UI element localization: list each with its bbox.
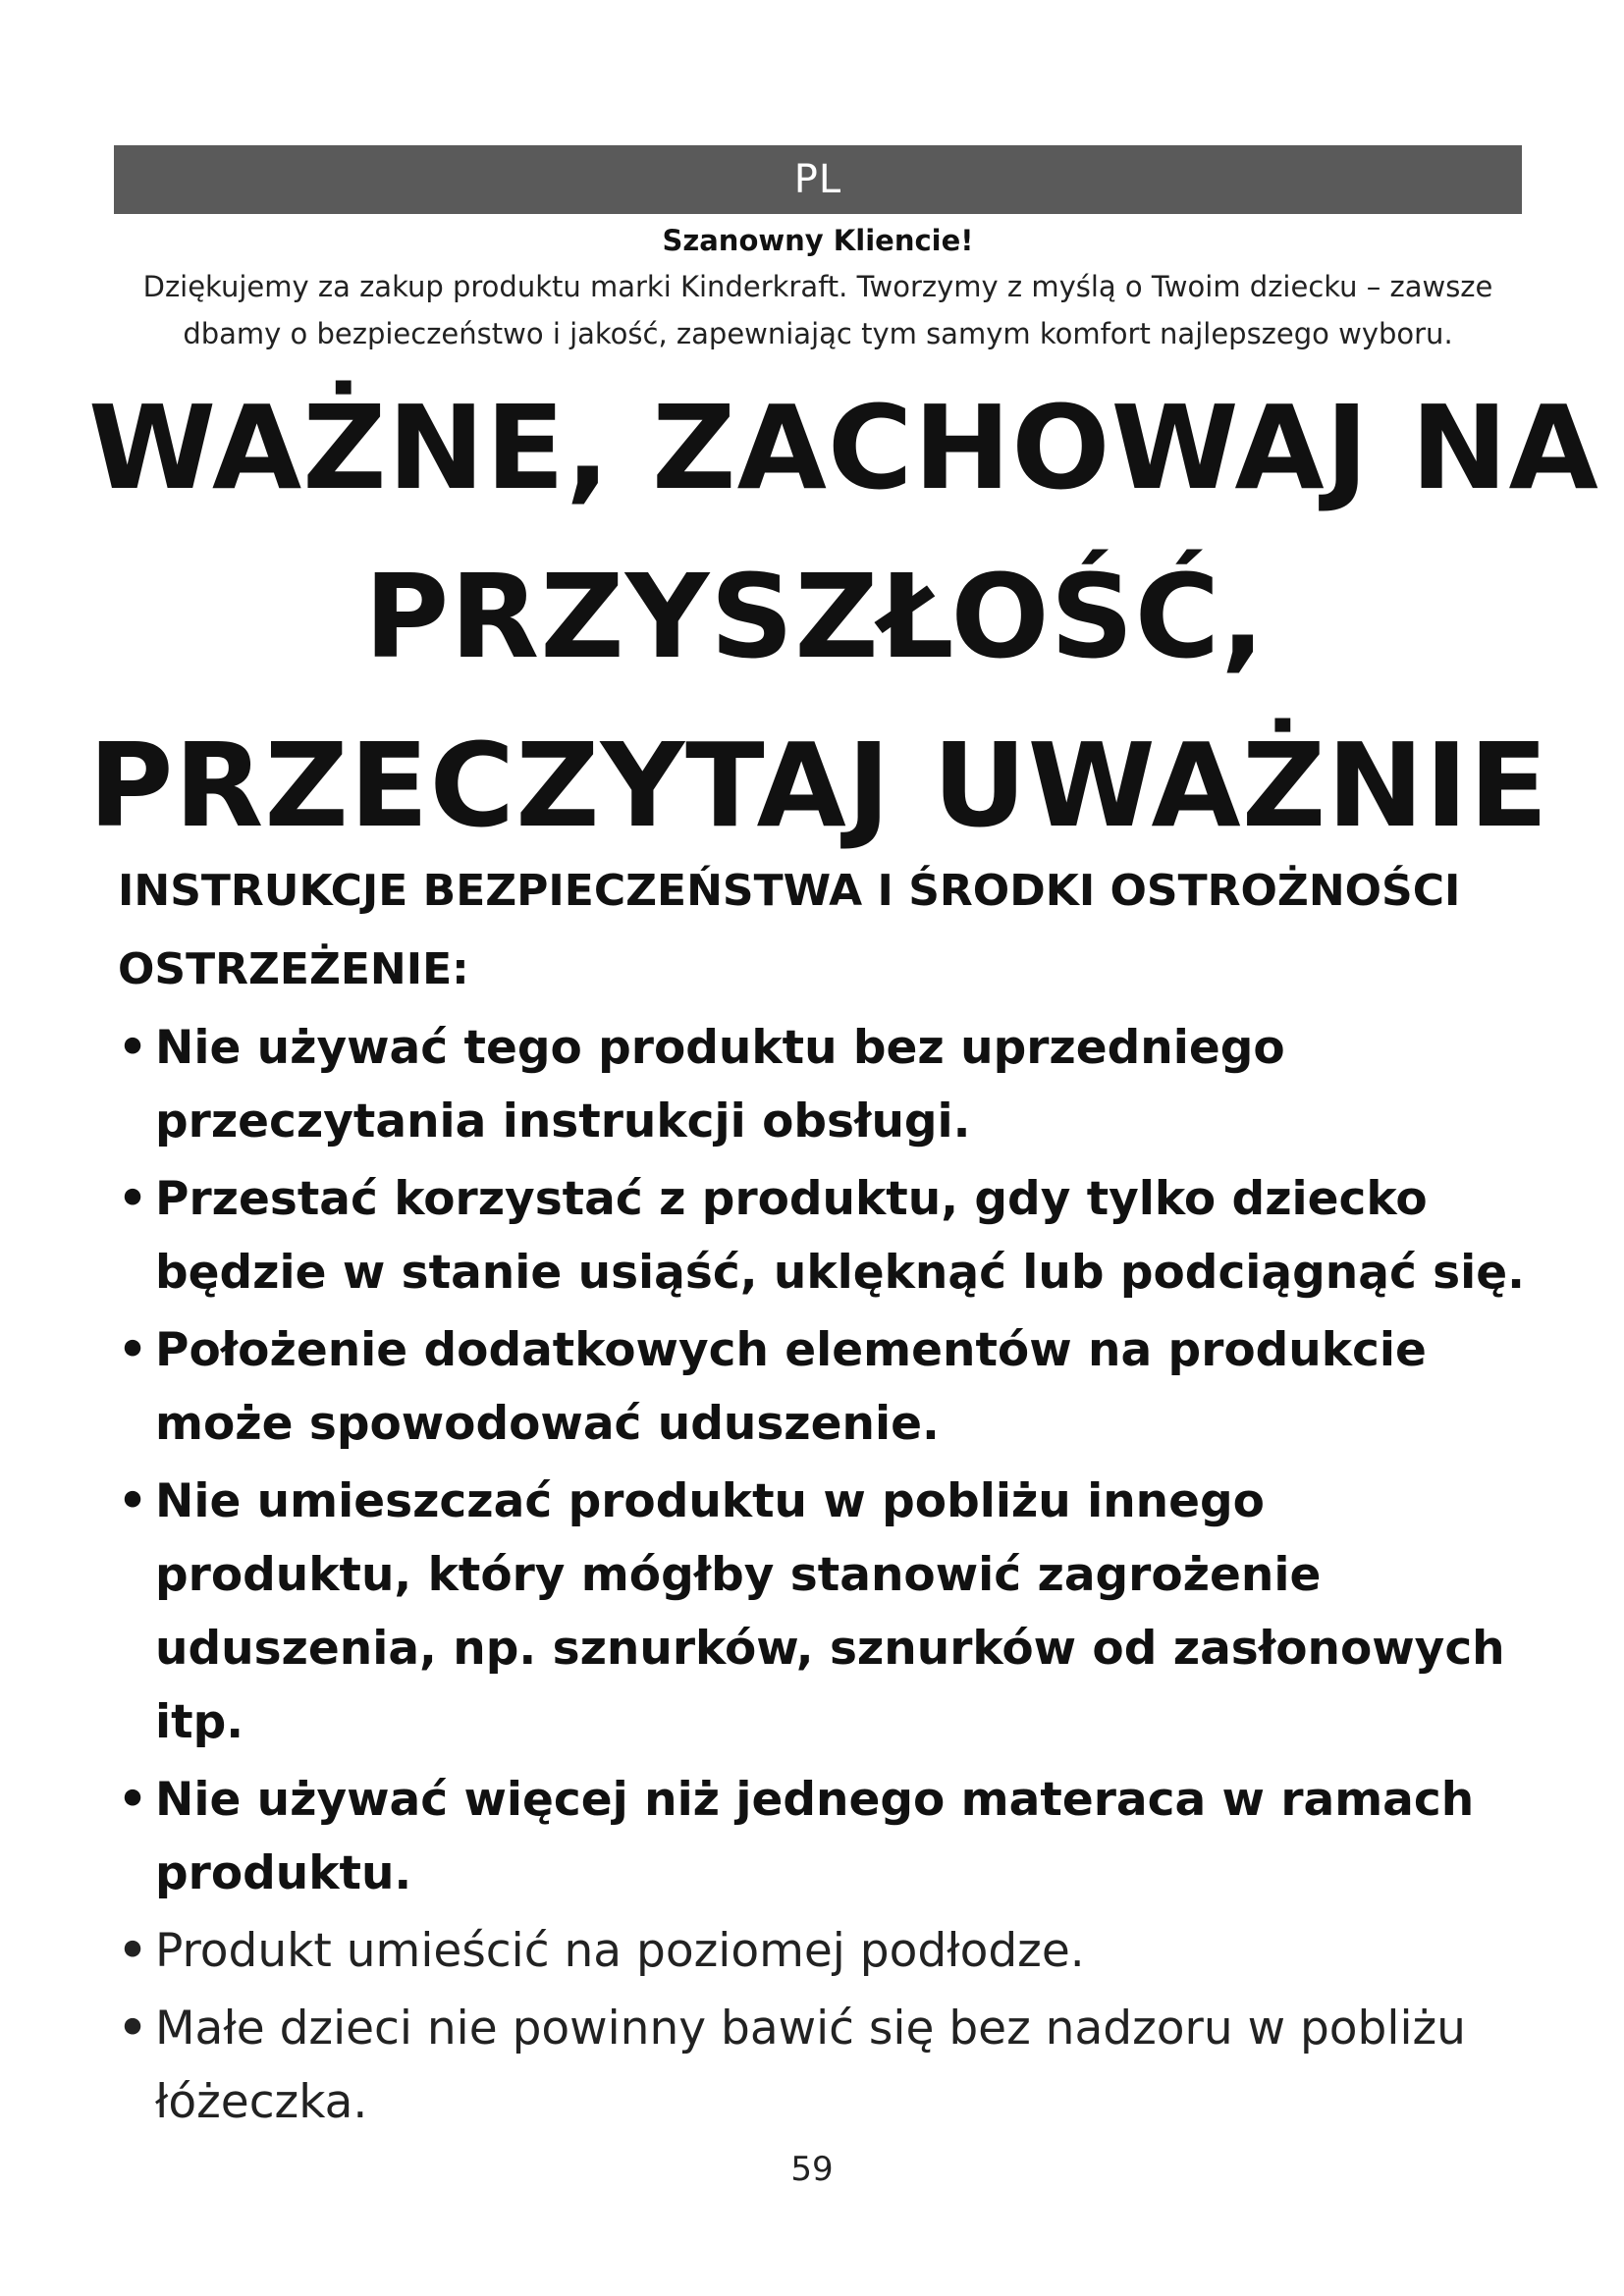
list-item-text: Położenie dodatkowych elementów na produkcie może spowodować uduszenie. bbox=[155, 1323, 1427, 1451]
language-header-bar bbox=[114, 145, 1522, 214]
list-item-text: Nie umieszczać produktu w pobliżu innego produktu, który mógłby stanowić zagrożenie uduszenia, np. sznurków, sznurków od zasłonowych itp. bbox=[155, 1474, 1505, 1749]
warning-heading: OSTRZEŻENIE: bbox=[118, 944, 469, 994]
list-item bbox=[118, 1763, 1532, 1910]
bullet-icon: • bbox=[118, 2002, 148, 2056]
list-item-text: Nie używać tego produktu bez uprzedniego przeczytania instrukcji obsługi. bbox=[155, 1021, 1285, 1148]
list-item-text: Produkt umieścić na poziomej podłodze. bbox=[155, 1924, 1085, 1978]
list-item bbox=[118, 1313, 1532, 1461]
safety-section-heading: INSTRUKCJE BEZPIECZEŃSTWA I ŚRODKI OSTROŻNOŚCI bbox=[118, 866, 1461, 916]
bullet-icon: • bbox=[118, 1172, 148, 1226]
page-number: 59 bbox=[790, 2150, 834, 2189]
bullet-icon: • bbox=[118, 1924, 148, 1978]
bullet-icon: • bbox=[118, 1323, 148, 1377]
list-item bbox=[118, 1011, 1532, 1158]
title-line-2: PRZYSZŁOŚĆ, bbox=[363, 549, 1267, 684]
list-item-text: Przestać korzystać z produktu, gdy tylko dziecko będzie w stanie usiąść, uklęknąć lub podciągnąć się. bbox=[155, 1172, 1525, 1300]
bullet-icon: • bbox=[118, 1474, 148, 1528]
bullet-icon: • bbox=[118, 1773, 148, 1827]
title-line-1: WAŻNE, ZACHOWAJ NA bbox=[88, 380, 1599, 515]
intro-line-2: dbamy o bezpieczeństwo i jakość, zapewniając tym samym komfort najlepszego wyboru. bbox=[183, 317, 1453, 350]
list-item bbox=[118, 1162, 1532, 1309]
intro-text bbox=[108, 263, 1528, 357]
intro-line-1: Dziękujemy za zakup produktu marki Kinderkraft. Tworzymy z myślą o Twoim dziecku – zawsze bbox=[142, 270, 1493, 303]
language-code: PL bbox=[793, 157, 842, 202]
title-line-3: PRZECZYTAJ UWAŻNIE bbox=[88, 718, 1549, 853]
safety-warning-list bbox=[118, 1011, 1532, 2143]
list-item bbox=[118, 1914, 1532, 1988]
list-item-text: Nie używać więcej niż jednego materaca w ramach produktu. bbox=[155, 1773, 1475, 1900]
greeting: Szanowny Kliencie! bbox=[662, 224, 974, 257]
list-item-text: Małe dzieci nie powinny bawić się bez nadzoru w pobliżu łóżeczka. bbox=[155, 2002, 1466, 2129]
list-item bbox=[118, 1465, 1532, 1759]
bullet-icon: • bbox=[118, 1021, 148, 1075]
important-notice-title bbox=[88, 363, 1599, 870]
list-item bbox=[118, 1992, 1532, 2139]
